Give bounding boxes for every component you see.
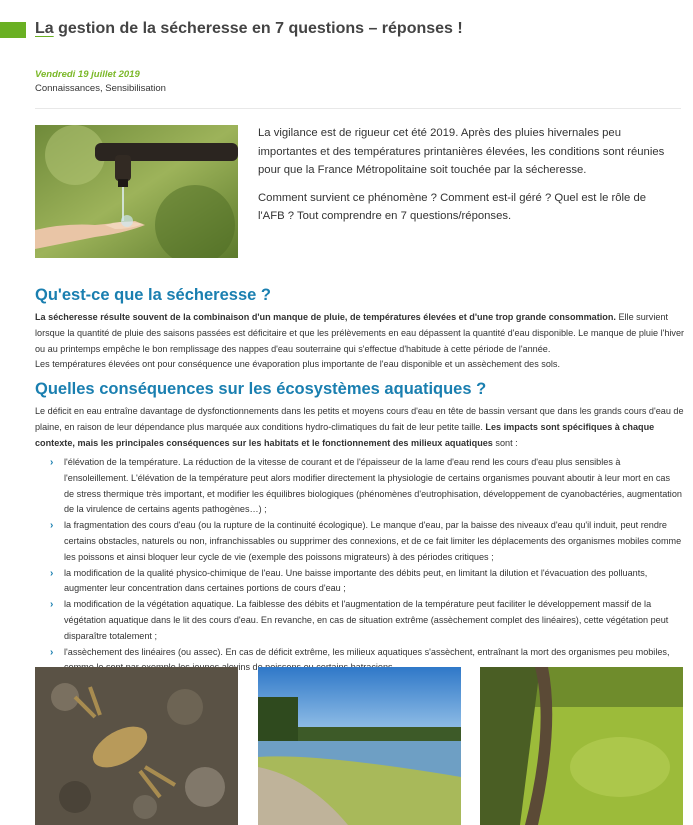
list-item: › la modification de la qualité physico-chimique de l'eau. Une baisse importante des débits peut, en limitant la dilution et l'évacuation des polluants, augmenter leur concentration dans certaines portions de cours d'eau ;	[50, 567, 648, 594]
chevron-right-icon: ›	[50, 457, 54, 468]
section2-intro-text: Le déficit en eau entraîne davantage de dysfonctionnements dans les petits et moyens cours d'eau en tête de bassin versant que dans les grands cours d'eau de plaine, en raison de leur dépendance plus marquée aux conditions hydro-climatiques du fait de leur petite taille. Les impacts sont spécifiques à chaque contexte, mais les principales conséquences sur les habitats et le fonctionnement des milieux aquatiques sont :	[35, 406, 684, 448]
list-item: › la fragmentation des cours d'eau (ou la rupture de la continuité écologique). Le manque d'eau, par la baisse des niveaux d'eau qu'il induit, peut rendre certains obstacles, naturels ou non, infranchissables ou supprimer des connexions, et de ce fait limiter les déplacements des organismes mobiles comme les poissons et ainsi bloquer leur cycle de vie (exemple des poissons migrateurs) à des périodes critiques ;	[50, 520, 682, 562]
divider	[35, 108, 681, 109]
chevron-right-icon: ›	[50, 646, 54, 658]
categories: Connaissances, Sensibilisation	[35, 83, 166, 94]
publish-date: Vendredi 19 juillet 2019	[35, 69, 140, 80]
list-item: › la modification de la végétation aquatique. La faiblesse des débits et l'augmentation de la température peut faciliter le développement massif de la végétation aquatique dans le lit des cours d'eau. En revanche, en cas de situation extrême (assèchement complet des linéaires), cette végétation peut disparaître totalement ;	[50, 599, 669, 641]
intro-paragraph-2: Comment survient ce phénomène ? Comment est-il géré ? Quel est le rôle de l'AFB ? Tout comprendre en 7 questions/réponses.	[258, 191, 647, 222]
hero-image-faucet-hand	[35, 125, 238, 258]
title-accent-bar	[0, 22, 26, 38]
list-item: › l'élévation de la température. La réduction de la vitesse de courant et de l'épaisseur de la lame d'eau rend les cours d'eau plus sensibles à l'ensoleillement. L'élévation de la température peut alors modifier directement la physiologie de certains organismes pouvant aboutir à leur mort en cas de stress thermique très important, et modifier les équilibres biologiques (phénomènes d'eutrophisation, développement de cyanobactéries, augmentation de la virulence de certains agents pathogènes…) ;	[50, 457, 682, 515]
consequences-list	[50, 455, 682, 676]
section1-text: La sécheresse résulte souvent de la combinaison d'un manque de pluie, de températures élevées et d'une trop grande consommation. Elle survient lorsque la quantité de pluie des saisons passées est déficitaire et que les prélèvements en eau dépassent la quantité d'eau disponible. Le manque de pluie l'hiver ou au printemps empêche le bon remplissage des nappes d'eau souterraine qui s'effectue d'habitude à cette période de l'année. Les températures élevées ont pour conséquence une évaporation plus importante de l'eau disponible et un assèchement des sols.	[35, 312, 685, 370]
list-item: › l'assèchement des linéaires (ou assec). En cas de déficit extrême, les milieux aquatiques s'assèchent, entraînant la mort des organismes peu mobiles, de	[50, 646, 670, 673]
chevron-right-icon: ›	[50, 520, 54, 532]
chevron-right-icon: ›	[50, 599, 54, 611]
intro-paragraph-1: La vigilance est de rigueur cet été 2019. Après des pluies hivernales peu importantes et des températures printanières élevées, les conditions sont réunies pour que la France Métropolitaine soit touchée par la sécheresse.	[258, 127, 665, 176]
chevron-right-icon: ›	[50, 567, 54, 579]
section-heading-what-is-drought: Qu'est-ce que la sécheresse ?	[35, 286, 271, 304]
photo-dry-riverbank	[258, 667, 461, 825]
section-heading-consequences: Quelles conséquences sur les écosystèmes aquatiques ?	[35, 380, 487, 398]
photo-dead-crayfish	[35, 667, 238, 825]
page-title: La gestion de la sécheresse en 7 questions – réponses !	[35, 20, 463, 37]
photo-algae-river	[480, 667, 683, 825]
intro-text	[258, 124, 668, 235]
